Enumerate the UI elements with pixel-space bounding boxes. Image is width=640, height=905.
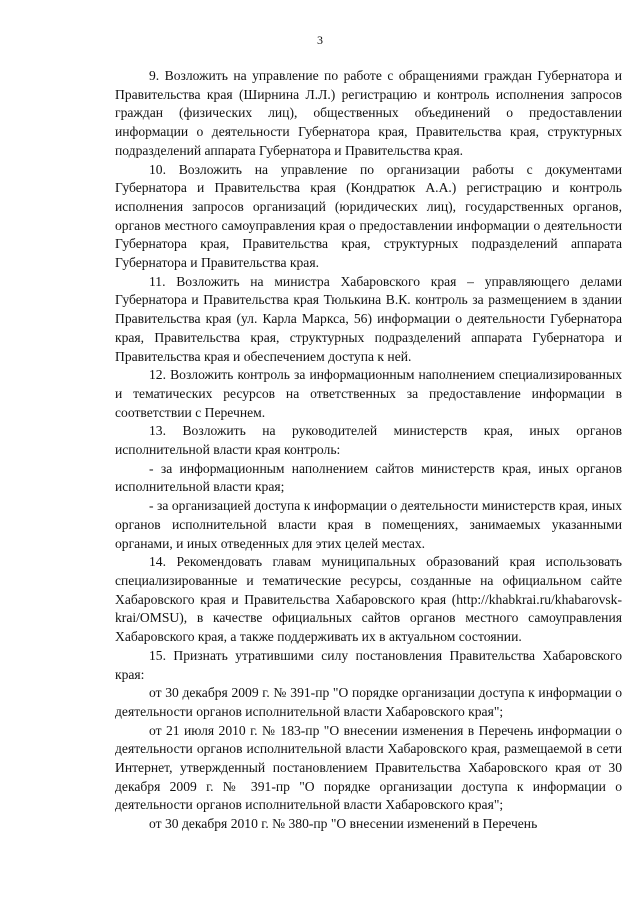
page-number: 3 [317,33,323,47]
paragraph-15-item-1: от 30 декабря 2009 г. № 391-пр "О порядке организации доступа к информации о деятельности органов исполнительной власти Хабаровского края"; [115,685,622,719]
paragraph-13-item-1: - за информационным наполнением сайтов министерств края, иных органов исполнительной власти края; [115,460,622,495]
paragraph-15: 15. Признать утратившими силу постановления Правительства Хабаровского края: [115,647,622,682]
paragraph-14: 14. Рекомендовать главам муниципальных образований края использовать специализированные и тематические ресурсы, созданные на официальном сайте Хабаровского края и Правительства Хабаровского края (http://khabkrai.ru/khabarovsk-krai/OMSU), в качестве официальных сайтов органов местного самоуправления Хабаровского края, а также поддерживать их в актуальном состоянии. [115,554,622,645]
paragraph-13: 13. Возложить на руководителей министерств края, иных органов исполнительной власти края контроль: [115,423,622,458]
paragraph-13-item-2: - за организацией доступа к информации о деятельности министерств края, иных органов исполнительной власти края в помещениях, занимаемых указанными органами, и иных отведенных для этих целей местах. [115,498,622,551]
document-body [115,67,622,834]
paragraph-11: 11. Возложить на министра Хабаровского края – управляющего делами Губернатора и Правительства края Тюлькина В.К. контроль за размещением в здании Правительства края (ул. Карла Маркса, 56) информации о деятельности Губернатора края, Правительства края, структурных подразделений аппарата Губернатора и Правительства края и обеспечением доступа к ней. [115,273,622,364]
paragraph-15-item-2: от 21 июля 2010 г. № 183-пр "О внесении изменения в Перечень информации о деятельности органов исполнительной власти Хабаровского края, размещаемой в сети Интернет, утвержденный постановлением Правительства Хабаровского края от 30 декабря 2009 г. № 391-пр "О порядке организации доступа к информации о деятельности органов исполнительной власти Хабаровского края"; [115,722,622,813]
paragraph-15-item-3: от 30 декабря 2010 г. № 380-пр "О внесении изменений в Перечень [149,816,538,832]
paragraph-10: 10. Возложить на управление по организации работы с документами Губернатора и Правительства края (Кондратюк А.А.) регистрацию и контроль исполнения запросов организаций (юридических лиц), государственных органов, органов местного самоуправления края о предоставлении информации о деятельности Губернатора края, Правительства края, структурных подразделений аппарата Губернатора и Правительства края. [115,161,622,271]
paragraph-9: 9. Возложить на управление по работе с обращениями граждан Губернатора и Правительства края (Ширнина Л.Л.) регистрацию и контроль исполнения запросов граждан (физических лиц), общественных объединений о предоставлении информации о деятельности Губернатора края, Правительства края, структурных подразделений аппарата Губернатора и Правительства края. [115,68,622,158]
paragraph-12: 12. Возложить контроль за информационным наполнением специализированных и тематических ресурсов на ответственных за предоставление информации в соответствии с Перечнем. [115,367,622,420]
